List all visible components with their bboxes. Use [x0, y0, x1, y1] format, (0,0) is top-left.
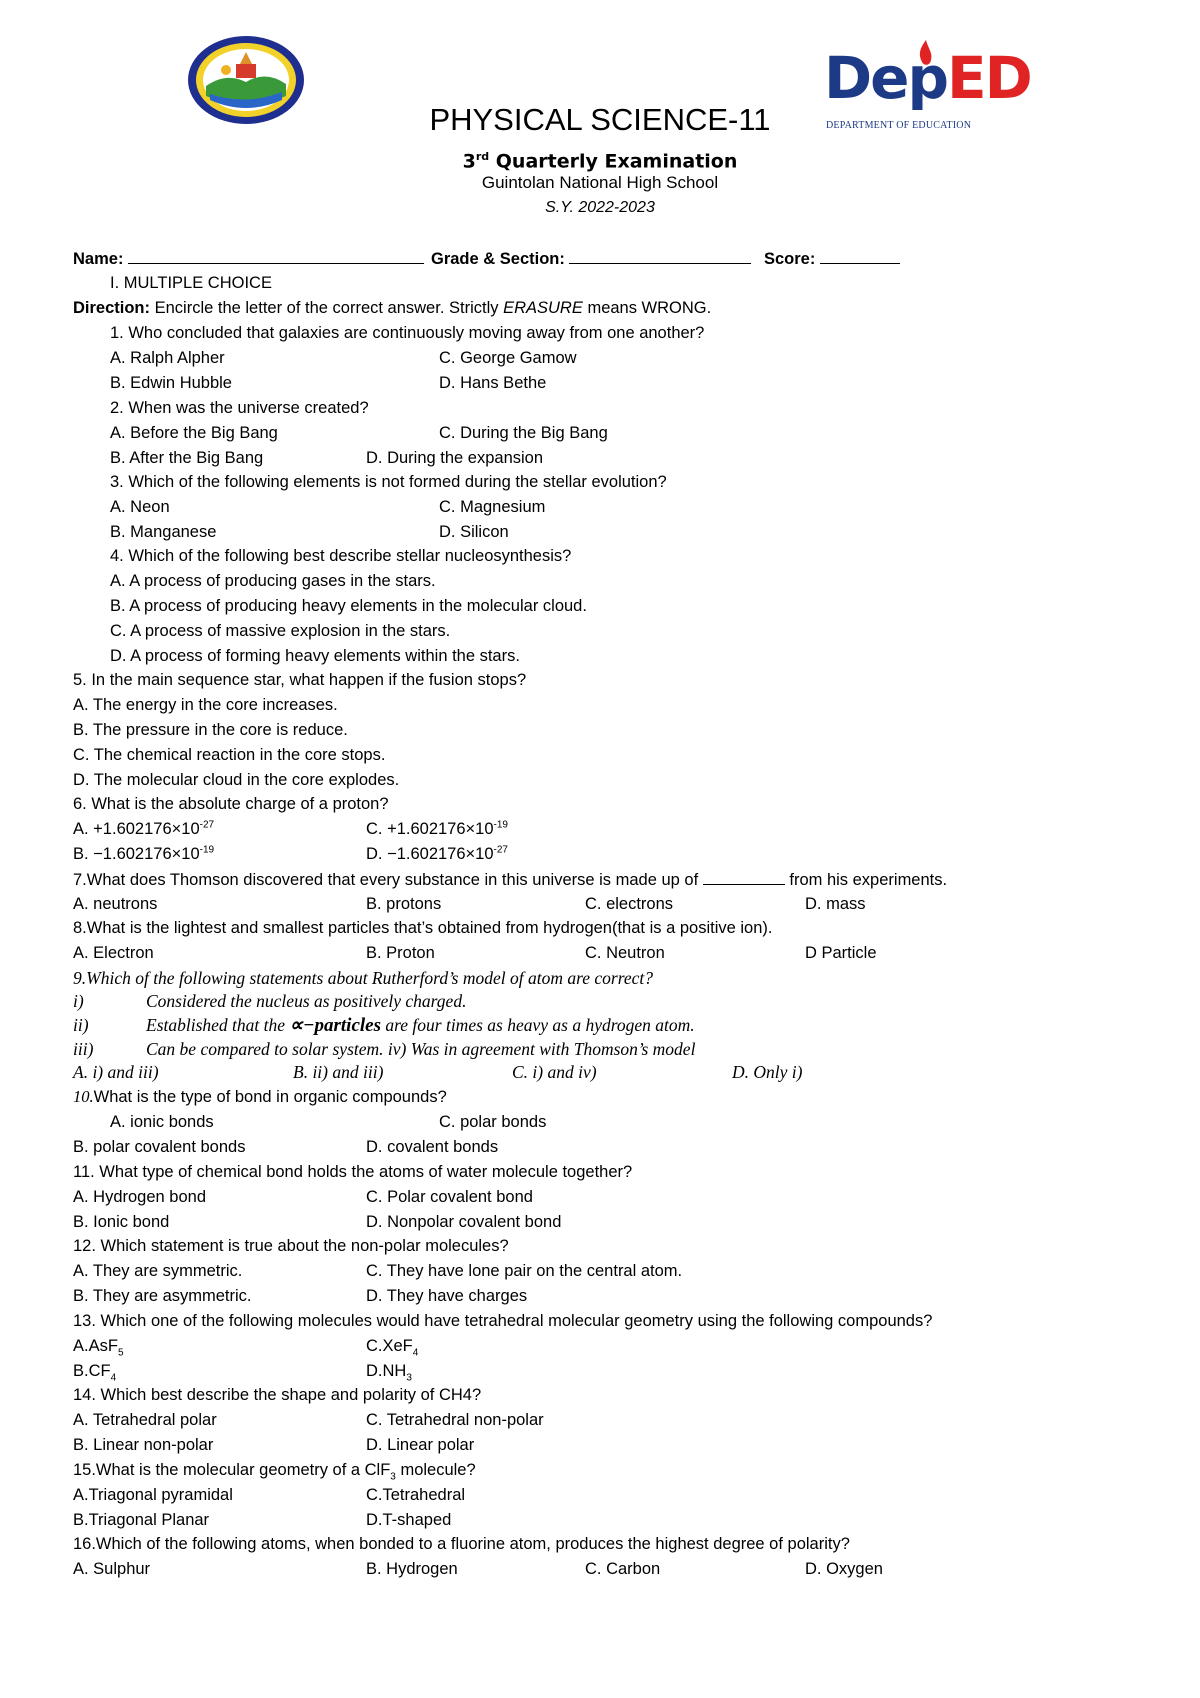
q14-choice-a[interactable]: A. Tetrahedral polar	[73, 1411, 217, 1429]
q8-choice-a[interactable]: A. Electron	[73, 944, 154, 962]
q9-statement-2: ii) Established that the ∝−particles are four times as heavy as a hydrogen atom.	[73, 1015, 695, 1036]
q9-statement-3: iii) Can be compared to solar system. iv) Was in agreement with Thomson’s model	[73, 1039, 696, 1059]
q3-choice-c[interactable]: C. Magnesium	[439, 498, 546, 516]
school-name: Guintolan National High School	[481, 173, 719, 192]
question-9: 9.Which of the following statements about Rutherford’s model of atom are correct?	[73, 968, 654, 988]
deped-logo-subtitle: DEPARTMENT OF EDUCATION	[826, 120, 972, 131]
q2-choice-a[interactable]: A. Before the Big Bang	[110, 424, 278, 442]
q16-choice-a[interactable]: A. Sulphur	[73, 1560, 151, 1578]
q9-choice-a[interactable]: A. i) and iii)	[73, 1062, 159, 1082]
q11-choice-d[interactable]: D. Nonpolar covalent bond	[366, 1213, 562, 1231]
q6-choice-a[interactable]: A. $+1.602176\times 10^{-27}$	[73, 819, 215, 838]
exam-name: 3rd Quarterly Examination	[462, 150, 738, 173]
q10-choice-c[interactable]: C. polar bonds	[439, 1113, 547, 1131]
q16-choice-d[interactable]: D. Oxygen	[805, 1560, 883, 1578]
q5-choice-c[interactable]: C. The chemical reaction in the core stops.	[73, 746, 386, 764]
question-14: 14. Which best describe the shape and polarity of CH4?	[73, 1386, 482, 1404]
q1-choice-c[interactable]: C. George Gamow	[439, 349, 577, 367]
question-1: 1. Who concluded that galaxies are continuously moving away from one another?	[110, 324, 705, 342]
q12-choice-d[interactable]: D. They have charges	[366, 1287, 528, 1305]
q7-choice-b[interactable]: B. protons	[366, 895, 442, 913]
q6-choice-b[interactable]: B. $-1.602176\times 10^{-19}$	[73, 844, 215, 863]
q12-choice-b[interactable]: B. They are asymmetric.	[73, 1287, 252, 1305]
q9-choice-b[interactable]: B. ii) and iii)	[293, 1062, 384, 1082]
grade-section-field[interactable]: Grade & Section:	[431, 247, 751, 270]
q11-choice-b[interactable]: B. Ionic bond	[73, 1213, 170, 1231]
q4-choice-d[interactable]: D. A process of forming heavy elements within the stars.	[110, 647, 520, 665]
q10-choice-a[interactable]: A. ionic bonds	[110, 1113, 214, 1131]
q9-statement-1: i) Considered the nucleus as positively charged.	[73, 991, 467, 1011]
question-15: 15.What is the molecular geometry of a ClF$_3$ molecule?	[73, 1461, 476, 1483]
q13-choice-c[interactable]: C.XeF$_4$	[366, 1337, 419, 1359]
q15-choice-c[interactable]: C.Tetrahedral	[366, 1486, 466, 1504]
q7-choice-d[interactable]: D. mass	[805, 895, 866, 913]
q13-choice-d[interactable]: $D.NH_3$	[366, 1362, 412, 1384]
q5-choice-d[interactable]: D. The molecular cloud in the core explodes.	[73, 771, 400, 789]
q16-choice-c[interactable]: C. Carbon	[585, 1560, 661, 1578]
q14-choice-b[interactable]: B. Linear non-polar	[73, 1436, 214, 1454]
exam-title: PHYSICAL SCIENCE-11	[429, 102, 771, 137]
q13-choice-a[interactable]: A.AsF$_5$	[73, 1337, 124, 1359]
q6-choice-d[interactable]: D. $-1.602176\times 10^{-27}$	[366, 844, 508, 863]
q12-choice-a[interactable]: A. They are symmetric.	[73, 1262, 243, 1280]
deped-logo-text: DepED	[824, 44, 1031, 112]
q11-choice-a[interactable]: A. Hydrogen bond	[73, 1188, 207, 1206]
q5-choice-a[interactable]: A. The energy in the core increases.	[73, 696, 338, 714]
q8-choice-b[interactable]: B. Proton	[366, 944, 435, 962]
question-10: 10.What is the type of bond in organic compounds?	[73, 1087, 447, 1106]
q2-choice-c[interactable]: C. During the Big Bang	[439, 424, 608, 442]
q9-choice-c[interactable]: C. i) and iv)	[512, 1062, 597, 1082]
question-3: 3. Which of the following elements is not formed during the stellar evolution?	[110, 473, 667, 491]
section-heading: I. MULTIPLE CHOICE	[110, 274, 272, 292]
question-4: 4. Which of the following best describe stellar nucleosynthesis?	[110, 547, 572, 565]
school-year: S.Y. 2022-2023	[545, 199, 655, 216]
question-11: 11. What type of chemical bond holds the atoms of water molecule together?	[73, 1163, 633, 1181]
q11-choice-c[interactable]: C. Polar covalent bond	[366, 1188, 533, 1206]
q7-choice-c[interactable]: C. electrons	[585, 895, 674, 913]
q9-choice-d[interactable]: D. Only i)	[732, 1062, 803, 1082]
question-16: 16.Which of the following atoms, when bonded to a fluorine atom, produces the highest degree of polarity?	[73, 1535, 850, 1553]
name-field[interactable]: Name:	[73, 247, 424, 270]
q4-choice-c[interactable]: C. A process of massive explosion in the stars.	[110, 622, 451, 640]
q15-choice-d[interactable]: D.T-shaped	[366, 1511, 452, 1529]
q13-choice-b[interactable]: $B.CF_4$	[73, 1362, 117, 1384]
q1-choice-a[interactable]: A. Ralph Alpher	[110, 349, 225, 367]
q16-choice-b[interactable]: B. Hydrogen	[366, 1560, 458, 1578]
question-12: 12. Which statement is true about the non-polar molecules?	[73, 1237, 509, 1255]
question-5: 5. In the main sequence star, what happen if the fusion stops?	[73, 671, 527, 689]
q1-choice-b[interactable]: B. Edwin Hubble	[110, 374, 232, 392]
q6-choice-c[interactable]: C. $+1.602176\times 10^{-19}$	[366, 819, 508, 838]
q3-choice-b[interactable]: B. Manganese	[110, 523, 217, 541]
q3-choice-a[interactable]: A. Neon	[110, 498, 170, 516]
q1-choice-d[interactable]: D. Hans Bethe	[439, 374, 547, 392]
q10-choice-b[interactable]: B. polar covalent bonds	[73, 1138, 246, 1156]
score-field[interactable]: Score:	[764, 247, 900, 270]
question-7: 7.What does Thomson discovered that every substance in this universe is made up of from his experiments.	[73, 868, 947, 891]
q14-choice-c[interactable]: C. Tetrahedral non-polar	[366, 1411, 544, 1429]
q5-choice-b[interactable]: B. The pressure in the core is reduce.	[73, 721, 348, 739]
q8-choice-c[interactable]: C. Neutron	[585, 944, 665, 962]
direction: Direction: Encircle the letter of the correct answer. Strictly ERASURE means WRONG.	[73, 299, 712, 317]
q14-choice-d[interactable]: D. Linear polar	[366, 1436, 475, 1454]
question-6: 6. What is the absolute charge of a proton?	[73, 795, 389, 813]
q15-choice-a[interactable]: A.Triagonal pyramidal	[73, 1486, 233, 1504]
q8-choice-d[interactable]: D Particle	[805, 944, 877, 962]
question-8: 8.What is the lightest and smallest particles that’s obtained from hydrogen(that is a positive ion).	[73, 919, 773, 937]
q15-choice-b[interactable]: B.Triagonal Planar	[73, 1511, 210, 1529]
q2-choice-d[interactable]: D. During the expansion	[366, 449, 544, 467]
question-2: 2. When was the universe created?	[110, 399, 369, 417]
q7-choice-a[interactable]: A. neutrons	[73, 895, 158, 913]
q4-choice-a[interactable]: A. A process of producing gases in the stars.	[110, 572, 436, 590]
q4-choice-b[interactable]: B. A process of producing heavy elements in the molecular cloud.	[110, 597, 587, 615]
q3-choice-d[interactable]: D. Silicon	[439, 523, 509, 541]
q2-choice-b[interactable]: B. After the Big Bang	[110, 449, 264, 467]
q12-choice-c[interactable]: C. They have lone pair on the central atom.	[366, 1262, 683, 1280]
question-13: 13. Which one of the following molecules would have tetrahedral molecular geometry using the following compounds?	[73, 1312, 933, 1330]
q10-choice-d[interactable]: D. covalent bonds	[366, 1138, 499, 1156]
